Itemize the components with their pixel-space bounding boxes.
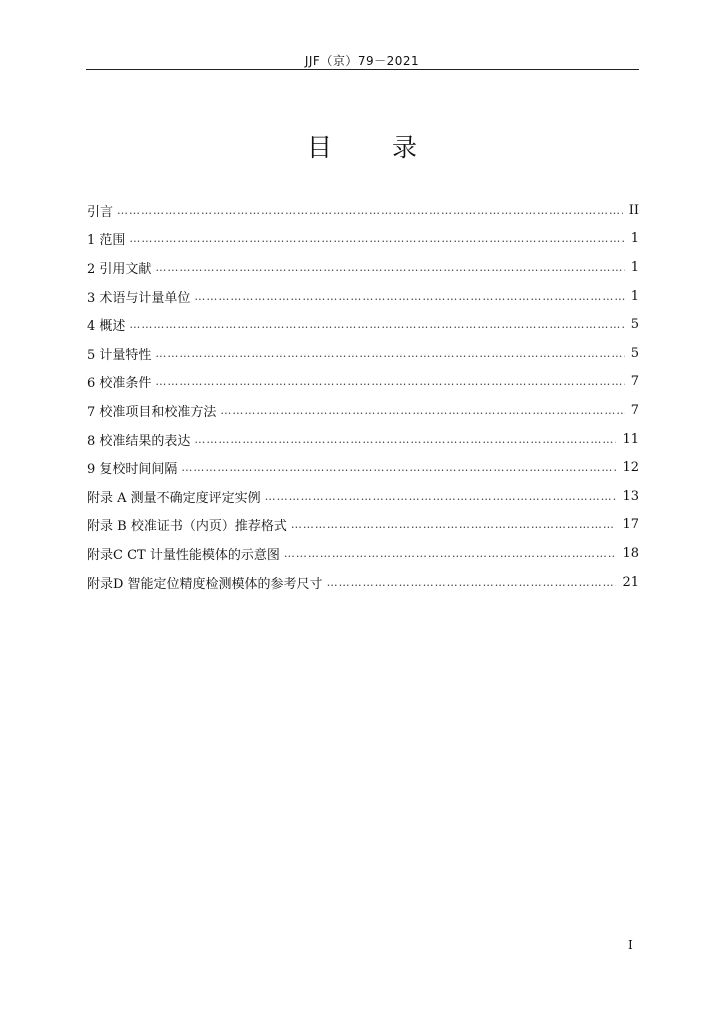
toc-leader-dots <box>327 576 617 589</box>
toc-entry-page: 1 <box>630 288 639 304</box>
toc-leader-dots <box>155 347 624 360</box>
toc-leader-dots <box>155 375 624 388</box>
toc-entry-page: 1 <box>630 259 639 275</box>
toc-entry-page: 12 <box>622 460 639 476</box>
toc-leader-dots <box>155 261 624 274</box>
document-code-header: JJF（京）79－2021 <box>304 54 420 68</box>
toc-entry-calibration-conditions[interactable] <box>87 368 639 397</box>
toc-entry-appendix-d[interactable] <box>87 568 639 597</box>
toc-leader-dots <box>117 204 623 217</box>
toc-leader-dots <box>291 518 617 531</box>
toc-entry-appendix-b[interactable] <box>87 511 639 540</box>
toc-entry-label: 附录 A 测量不确定度评定实例 <box>87 490 261 506</box>
toc-entry-scope[interactable] <box>87 225 639 254</box>
toc-entry-label: 引言 <box>87 204 114 220</box>
page-title: 目 录 <box>307 133 443 162</box>
header-divider <box>86 69 639 70</box>
toc-leader-dots <box>181 461 616 474</box>
toc-entry-label: 3 术语与计量单位 <box>87 290 191 306</box>
toc-entry-appendix-a[interactable] <box>87 482 639 511</box>
toc-entry-page: 1 <box>630 231 639 247</box>
toc-leader-dots <box>194 290 624 303</box>
toc-leader-dots <box>284 547 617 560</box>
table-of-contents <box>87 196 639 596</box>
toc-entry-foreword[interactable] <box>87 196 639 225</box>
toc-leader-dots <box>129 232 624 245</box>
toc-entry-page: II <box>628 202 639 218</box>
toc-entry-label: 5 计量特性 <box>87 347 152 363</box>
toc-entry-page: 5 <box>630 317 639 333</box>
toc-entry-calibration-items-methods[interactable] <box>87 396 639 425</box>
toc-entry-metrological-characteristics[interactable] <box>87 339 639 368</box>
toc-entry-label: 4 概述 <box>87 319 126 335</box>
toc-entry-page: 18 <box>622 545 639 561</box>
toc-entry-references[interactable] <box>87 253 639 282</box>
toc-entry-terms[interactable] <box>87 282 639 311</box>
toc-entry-label: 9 复校时间间隔 <box>87 462 178 478</box>
toc-entry-page: 7 <box>630 402 639 418</box>
toc-entry-page: 21 <box>622 574 639 590</box>
toc-leader-dots <box>129 318 624 331</box>
toc-entry-result-expression[interactable] <box>87 425 639 454</box>
toc-leader-dots <box>220 404 624 417</box>
toc-entry-label: 8 校准结果的表达 <box>87 433 191 449</box>
toc-entry-page: 13 <box>622 488 639 504</box>
toc-entry-appendix-c[interactable] <box>87 539 639 568</box>
toc-entry-label: 6 校准条件 <box>87 376 152 392</box>
toc-entry-page: 11 <box>622 431 639 447</box>
toc-entry-page: 5 <box>630 345 639 361</box>
toc-entry-label: 附录D 智能定位精度检测模体的参考尺寸 <box>87 576 323 592</box>
toc-entry-label: 7 校准项目和校准方法 <box>87 404 217 420</box>
toc-entry-page: 7 <box>630 374 639 390</box>
toc-entry-label: 2 引用文献 <box>87 261 152 277</box>
page-number: I <box>628 938 633 952</box>
toc-leader-dots <box>265 490 617 503</box>
toc-entry-label: 1 范围 <box>87 233 126 249</box>
toc-entry-label: 附录 B 校准证书（内页）推荐格式 <box>87 519 287 535</box>
toc-entry-recalibration-interval[interactable] <box>87 453 639 482</box>
toc-entry-overview[interactable] <box>87 310 639 339</box>
toc-entry-page: 17 <box>622 517 639 533</box>
toc-leader-dots <box>194 433 616 446</box>
toc-entry-label: 附录C CT 计量性能模体的示意图 <box>87 547 280 563</box>
